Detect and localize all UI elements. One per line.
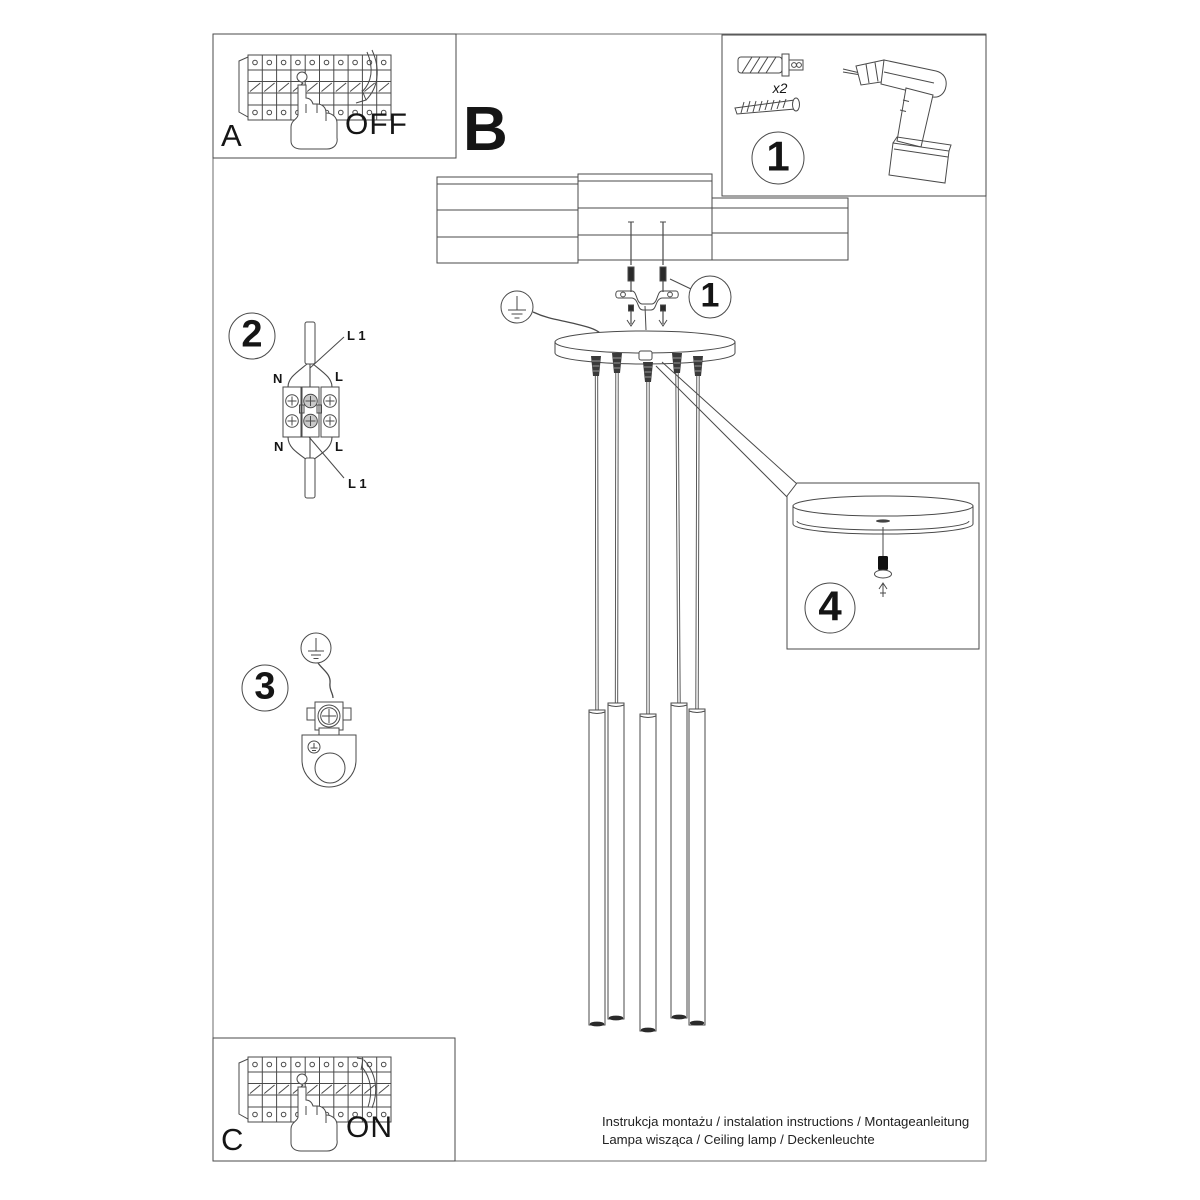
pendant-tubes: [589, 703, 705, 1032]
wire-label-l1-top: L 1: [347, 328, 366, 343]
detail-leader-lines: [656, 362, 797, 497]
off-label: OFF: [345, 108, 408, 141]
ground-bracket-icon: [302, 735, 356, 787]
pendant-tube: [671, 703, 687, 1019]
cable-bottom: [305, 458, 315, 498]
anchor-quantity-label: x2: [772, 80, 788, 96]
screw-icon: [629, 305, 634, 311]
earth-ground-icon: [501, 291, 600, 333]
plug-end-icon: [878, 556, 888, 570]
screw-icon: [661, 305, 666, 311]
terminal-block-icon: [283, 387, 339, 437]
step-b-label: B: [463, 95, 508, 164]
callout-mounting-number: 1: [700, 276, 720, 315]
wire-label-n-top: N: [273, 371, 283, 386]
wire-label-l-bottom: L: [335, 439, 343, 454]
wire-label-n-bottom: N: [274, 439, 284, 454]
step-a-label: A: [221, 118, 242, 153]
wire-label-l1-bottom: L 1: [348, 476, 367, 491]
callout-parts-number: 1: [766, 132, 790, 180]
pendant-tube: [689, 709, 705, 1025]
callout-canopy-detail-number: 4: [818, 582, 842, 630]
canopy-detail-box: [787, 483, 979, 649]
earth-ground-icon: [301, 633, 331, 663]
mounting-bracket-icon: [616, 291, 679, 310]
step-c-box: [213, 1038, 455, 1161]
ring-icon: [875, 570, 892, 578]
pendant-tube: [640, 714, 656, 1032]
suspension-cables: [595, 373, 699, 714]
on-label: ON: [346, 1111, 393, 1144]
wall-anchor-icon: [660, 267, 666, 281]
callout-grounding-number: 3: [254, 665, 276, 708]
step-c-label: C: [221, 1122, 244, 1157]
wall-anchor-icon: [628, 267, 634, 281]
ground-clamp-icon: [307, 702, 351, 735]
footer-product-line: Lampa wisząca / Ceiling lamp / Deckenleuchte: [602, 1132, 875, 1147]
callout-wiring-number: 2: [241, 313, 263, 356]
ground-clamp-diagram: [242, 633, 356, 787]
cable-top: [305, 322, 315, 364]
pendant-tube: [608, 703, 624, 1020]
footer-title-line: Instrukcja montażu / instalation instructions / Montageanleitung: [602, 1114, 970, 1129]
cable-gland-icon: [639, 351, 652, 360]
step-a-box: [213, 34, 456, 158]
parts-box: [722, 35, 986, 196]
ceiling-canopy: [555, 331, 735, 364]
wire-label-l-top: L: [335, 369, 343, 384]
pendant-tube: [589, 710, 605, 1026]
